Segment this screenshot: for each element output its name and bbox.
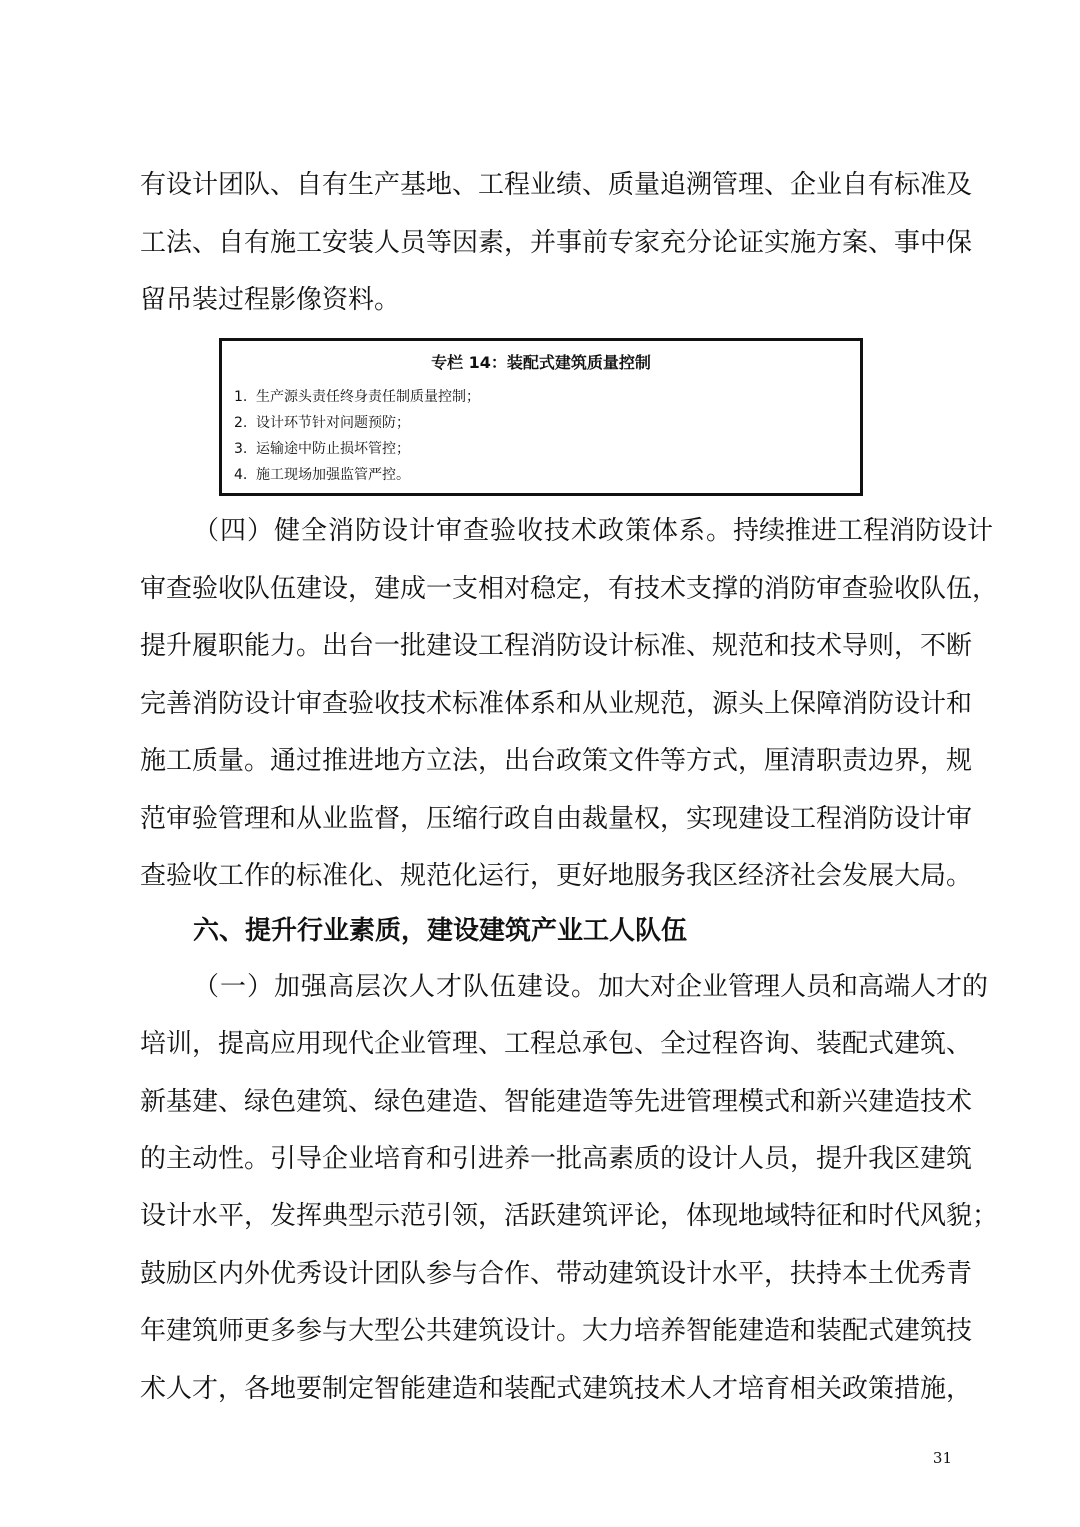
text-line: 审查验收队伍建设，建成一支相对稳定，有技术支撑的消防审查验收队伍， bbox=[140, 574, 999, 604]
sidebar-box-item bbox=[234, 387, 480, 407]
text-line: 的主动性。引导企业培育和引进养一批高素质的设计人员，提升我区建筑 bbox=[140, 1144, 973, 1174]
text-line: 施工质量。通过推进地方立法，出台政策文件等方式，厘清职责边界，规 bbox=[140, 746, 973, 776]
sidebar-box bbox=[219, 338, 863, 496]
text-line: 范审验管理和从业监督，压缩行政自由裁量权，实现建设工程消防设计审 bbox=[140, 804, 973, 834]
text-line: 留吊装过程影像资料。 bbox=[140, 285, 401, 315]
text-line: 新基建、绿色建筑、绿色建造、智能建造等先进管理模式和新兴建造技术 bbox=[140, 1087, 973, 1117]
sidebar-box-item bbox=[234, 413, 410, 433]
text-line: 完善消防设计审查验收技术标准体系和从业规范，源头上保障消防设计和 bbox=[140, 689, 973, 719]
text-line: 设计水平，发挥典型示范引领，活跃建筑评论，体现地域特征和时代风貌； bbox=[140, 1201, 999, 1231]
page-number: 31 bbox=[932, 1449, 952, 1467]
section-lead: （一）加强高层次人才队伍建设。 bbox=[193, 972, 599, 1002]
sidebar-box-item bbox=[234, 465, 410, 485]
text-line: 术人才，各地要制定智能建造和装配式建筑技术人才培育相关政策措施， bbox=[140, 1374, 973, 1404]
section-first-line bbox=[193, 967, 989, 1007]
item-number: 1. bbox=[234, 389, 248, 405]
sidebar-box-title: 专栏 14：装配式建筑质量控制 bbox=[431, 353, 651, 372]
text-line: 提升履职能力。出台一批建设工程消防设计标准、规范和技术导则，不断 bbox=[140, 631, 973, 661]
chapter-heading: 六、提升行业素质，建设建筑产业工人队伍 bbox=[193, 916, 688, 946]
text-line: 有设计团队、自有生产基地、工程业绩、质量追溯管理、企业自有标准及 bbox=[140, 170, 973, 200]
text-line: 鼓励区内外优秀设计团队参与合作、带动建筑设计水平，扶持本土优秀青 bbox=[140, 1259, 973, 1289]
item-number: 2. bbox=[234, 415, 248, 431]
item-text: 生产源头责任终身责任制质量控制； bbox=[256, 389, 480, 405]
item-number: 3. bbox=[234, 441, 248, 457]
sidebar-box-item bbox=[234, 439, 410, 459]
text-line: 培训，提高应用现代企业管理、工程总承包、全过程咨询、装配式建筑、 bbox=[140, 1029, 973, 1059]
item-text: 运输途中防止损坏管控； bbox=[256, 441, 410, 457]
section-lead: （四）健全消防设计审查验收技术政策体系。 bbox=[193, 516, 734, 546]
section-first-rest: 持续推进工程消防设计 bbox=[733, 516, 994, 546]
text-line: 年建筑师更多参与大型公共建筑设计。大力培养智能建造和装配式建筑技 bbox=[140, 1316, 973, 1346]
text-line: 工法、自有施工安装人员等因素，并事前专家充分论证实施方案、事中保 bbox=[140, 228, 973, 258]
item-text: 设计环节针对问题预防； bbox=[256, 415, 410, 431]
section-first-line bbox=[193, 511, 994, 551]
text-line: 查验收工作的标准化、规范化运行，更好地服务我区经济社会发展大局。 bbox=[140, 861, 973, 891]
item-text: 施工现场加强监管严控。 bbox=[256, 467, 410, 483]
section-first-rest: 加大对企业管理人员和高端人才的 bbox=[598, 972, 989, 1002]
item-number: 4. bbox=[234, 467, 248, 483]
